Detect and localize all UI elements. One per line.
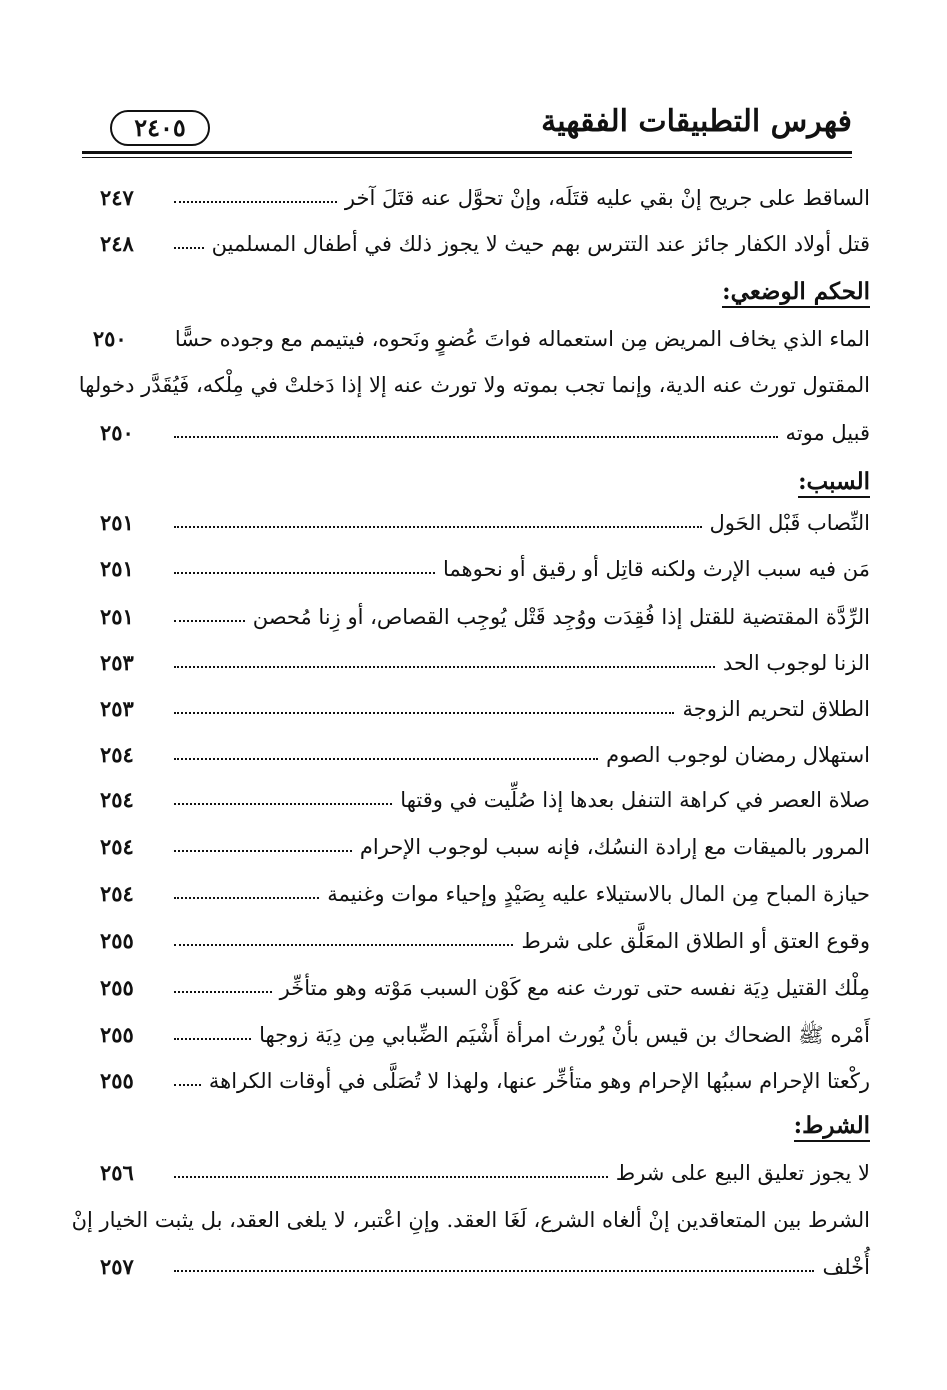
entry-page-number: ٢٥٣: [100, 696, 134, 721]
index-entry: [100, 413, 870, 453]
index-entry: [100, 827, 870, 867]
header-rule-thick: [82, 151, 852, 154]
entry-text: لا يجوز تعليق البيع على شرط: [615, 1161, 870, 1185]
dot-leader: [174, 526, 702, 528]
index-entry: [100, 1153, 870, 1193]
dot-leader: [174, 1038, 251, 1040]
index-entry: [100, 597, 870, 637]
entry-page-number: ٢٥٤: [100, 834, 134, 859]
entry-text: المرور بالميقات مع إرادة النسُك، فإنه سبب لوجوب الإحرام: [359, 835, 870, 859]
entry-text: الرِّدَّة المقتضية للقتل إذا فُقِدَت ووُجِد قَتْل يُوجِب القصاص، أو زِنا مُحصن: [252, 605, 870, 629]
index-entry: [100, 1061, 870, 1101]
index-entry: [100, 503, 870, 543]
index-entry: [92, 319, 870, 359]
dot-leader: [174, 247, 204, 249]
index-entry: [100, 643, 870, 683]
index-entry: [100, 224, 870, 264]
page-header: [82, 100, 852, 152]
entry-text: النِّصاب قَبْل الحَول: [709, 511, 870, 535]
entry-text: قبيل موته: [785, 421, 870, 445]
index-entry: [100, 921, 870, 961]
entry-text: قتل أولاد الكفار جائز عند التترس بهم حيث لا يجوز ذلك في أطفال المسلمين: [211, 232, 870, 256]
section-heading: [100, 1106, 870, 1146]
section-heading: [100, 462, 870, 502]
index-entry: [100, 1015, 870, 1055]
entry-page-number: ٢٥٤: [100, 787, 134, 812]
entry-page-number: ٢٤٨: [100, 231, 134, 256]
index-entry: [100, 689, 870, 729]
index-entry-continuation: [78, 365, 870, 405]
entry-page-number: ٢٥٥: [100, 1022, 134, 1047]
entry-text: الطلاق لتحريم الزوجة: [682, 697, 870, 721]
entry-text: الساقط على جريح إنْ بقي عليه قتَلَه، وإنْ تحوَّل عنه قتَلَ آخر: [344, 186, 870, 210]
dot-leader: [174, 991, 272, 993]
dot-leader: [174, 758, 598, 760]
index-entry-continuation: [71, 1200, 870, 1240]
entry-page-number: ٢٥٥: [100, 975, 134, 1000]
running-title: فهرس التطبيقات الفقهية: [541, 104, 852, 139]
dot-leader: [174, 1084, 201, 1086]
page-number-badge: ٢٤٠٥: [110, 110, 210, 146]
entry-page-number: ٢٥٥: [100, 1068, 134, 1093]
entry-text: المقتول تورث عنه الدية، وإنما تجب بموته ولا تورث عنه إلا إذا دَخلتْ في مِلْكه، فَيُقَدَّر دخولها: [78, 373, 870, 397]
entry-page-number: ٢٥١: [100, 556, 134, 581]
index-entry: [100, 735, 870, 775]
section-heading-text: السبب:: [798, 468, 870, 498]
dot-leader: [174, 1176, 608, 1178]
entry-page-number: ٢٥١: [100, 604, 134, 629]
header-rule-thin: [82, 157, 852, 158]
entry-page-number: ٢٥٠: [100, 420, 134, 445]
entry-text: صلاة العصر في كراهة التنفل بعدها إذا صُلِّيت في وقتها: [400, 788, 870, 812]
entry-page-number: ٢٥٠: [92, 326, 127, 351]
entry-page-number: ٢٥٧: [100, 1254, 134, 1279]
index-entry: [100, 968, 870, 1008]
index-entry: [100, 780, 870, 820]
entry-page-number: ٢٥١: [100, 510, 134, 535]
entry-text: استهلال رمضان لوجوب الصوم: [606, 743, 870, 767]
entry-text: الشرط بين المتعاقدين إنْ ألغاه الشرع، لَغَا العقد. وإنِ اعْتبر، لا يلغى العقد، بل يثبت الخيار إنْ: [71, 1208, 870, 1232]
dot-leader: [174, 944, 513, 946]
entry-text: مِلْك القتيل دِيَة نفسه حتى تورث عنه مع كَوْن السبب مَوْته وهو متأخِّر: [279, 976, 870, 1000]
entry-page-number: ٢٥٤: [100, 881, 134, 906]
entry-text: مَن فيه سبب الإرث ولكنه قاتِل أو رقيق أو نحوهما: [443, 557, 870, 581]
index-entry: [100, 549, 870, 589]
index-entry: [100, 178, 870, 218]
index-entry: [100, 874, 870, 914]
entry-text: أُخْلف: [822, 1255, 870, 1279]
entry-text: أَمْره ﷺ الضحاك بن قيس بأنْ يُورث امرأة أَشْيَم الضِّبابي مِن دِيَة زوجها: [259, 1023, 870, 1047]
dot-leader: [174, 620, 245, 622]
dot-leader: [174, 897, 319, 899]
index-entry: [100, 1247, 870, 1287]
entry-page-number: ٢٥٦: [100, 1160, 134, 1185]
entry-text: الماء الذي يخاف المريض مِن استعماله فواتَ عُضوٍ ونَحوه، فيتيمم مع وجوده حسًّا: [174, 327, 870, 351]
dot-leader: [174, 666, 715, 668]
entry-text: الزنا لوجوب الحد: [722, 651, 870, 675]
section-heading-text: الشرط:: [794, 1112, 870, 1142]
entry-page-number: ٢٥٣: [100, 650, 134, 675]
dot-leader: [174, 572, 435, 574]
dot-leader: [174, 803, 392, 805]
entry-page-number: ٢٥٥: [100, 928, 134, 953]
entry-page-number: ٢٥٤: [100, 742, 134, 767]
entry-text: حيازة المباح مِن المال بالاستيلاء عليه بِصَيْدٍ وإحياء موات وغنيمة: [327, 882, 870, 906]
dot-leader: [174, 201, 337, 203]
dot-leader: [174, 712, 674, 714]
entry-page-number: ٢٤٧: [100, 185, 134, 210]
dot-leader: [174, 850, 352, 852]
entry-text: وقوع العتق أو الطلاق المعَلَّق على شرط: [521, 929, 870, 953]
section-heading: [100, 272, 870, 312]
dot-leader: [174, 436, 778, 438]
entry-text: ركْعتا الإحرام سببُها الإحرام وهو متأخِّر عنها، ولهذا لا تُصَلَّى في أوقات الكراهة: [208, 1069, 870, 1093]
dot-leader: [174, 1270, 814, 1272]
section-heading-text: الحكم الوضعي:: [722, 278, 870, 308]
